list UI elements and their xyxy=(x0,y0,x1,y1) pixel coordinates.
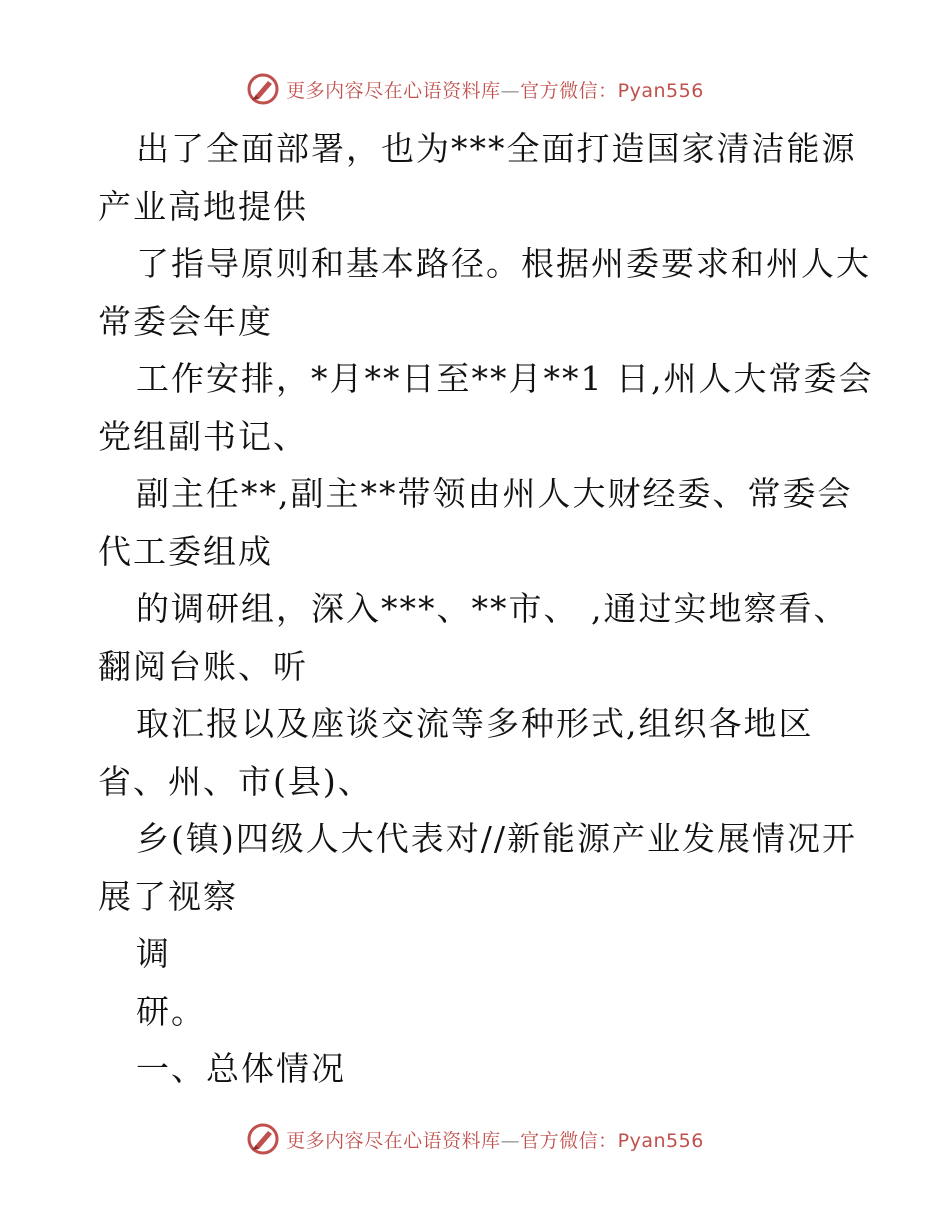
footer-watermark xyxy=(0,1122,950,1156)
pen-logo-icon xyxy=(246,1122,280,1156)
text-line: 乡(镇)四级人大代表对//新能源产业发展情况开 xyxy=(136,819,857,858)
watermark-text: 更多内容尽在心语资料库—官方微信：Pyan556 xyxy=(286,79,704,102)
text-line: 研。 xyxy=(136,991,206,1031)
text-line: 党组副书记、 xyxy=(98,416,308,456)
text-line: 调 xyxy=(136,934,171,973)
text-line: 产业高地提供 xyxy=(98,186,308,226)
text-line: 一、总体情况 xyxy=(136,1049,346,1088)
header-watermark xyxy=(0,72,950,106)
text-line: 代工委组成 xyxy=(98,531,273,571)
text-line: 的调研组，深入***、**市、 ,通过实地察看、 xyxy=(136,589,849,628)
text-line: 了指导原则和基本路径。根据州委要求和州人大 xyxy=(136,244,871,283)
document-body xyxy=(98,120,878,1098)
text-line: 翻阅台账、听 xyxy=(98,646,308,686)
text-line: 常委会年度 xyxy=(98,301,273,341)
text-line: 副主任**,副主**带领由州人大财经委、常委会 xyxy=(136,474,853,513)
text-line: 出了全面部署，也为***全面打造国家清洁能源 xyxy=(136,129,857,168)
text-line: 取汇报以及座谈交流等多种形式,组织各地区 xyxy=(136,704,814,743)
text-line: 展了视察 xyxy=(98,876,238,916)
watermark-text: 更多内容尽在心语资料库—官方微信：Pyan556 xyxy=(286,1129,704,1152)
text-line: 工作安排，*月**日至**月**1 日,州人大常委会 xyxy=(136,359,874,398)
text-line: 省、州、市(县)、 xyxy=(98,761,373,801)
pen-logo-icon xyxy=(246,72,280,106)
